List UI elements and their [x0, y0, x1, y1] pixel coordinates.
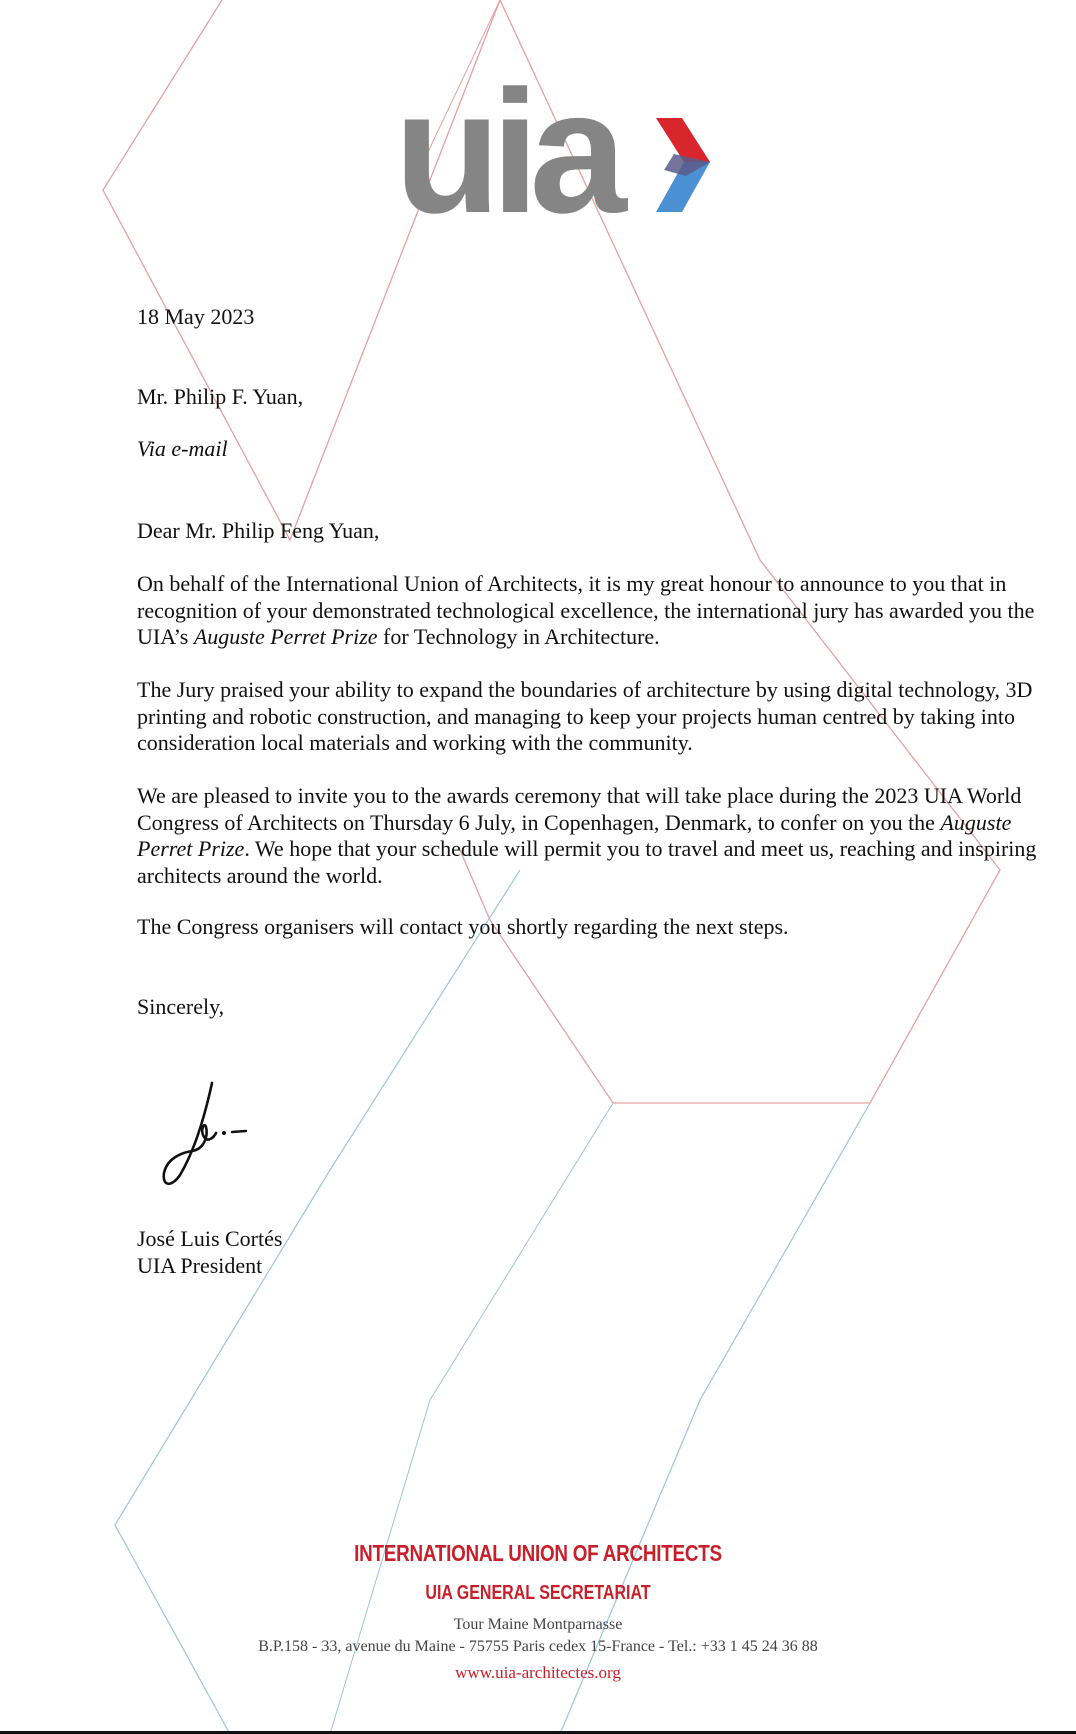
- signer-name: José Luis Cortés: [137, 1226, 283, 1251]
- recipient-name: Mr. Philip F. Yuan,: [137, 384, 304, 409]
- prize-name: Auguste Perret Prize: [193, 624, 378, 649]
- footer-address: B.P.158 - 33, avenue du Maine - 75755 Paris cedex 15-France - Tel.: +33 1 45 24 36 88: [258, 1638, 818, 1655]
- footer-organization: INTERNATIONAL UNION OF ARCHITECTS: [354, 1540, 722, 1566]
- paragraph-jury: The Jury praised your ability to expand the boundaries of architecture by using digital technology, 3D printing and robotic construction, and managing to keep your projects human centred by taking into consideration local materials and working with the community.: [137, 677, 1033, 755]
- closing: Sincerely,: [137, 994, 225, 1019]
- salutation: Dear Mr. Philip Feng Yuan,: [137, 518, 380, 543]
- uia-logo: [394, 70, 714, 220]
- paragraph-invitation: We are pleased to invite you to the awards ceremony that will take place during the 2023 UIA World Congress of Architects on Thursday 6 July, in Copenhagen, Denmark, to confer on you the Auguste Perret Prize. We hope that your schedule will permit you to travel and meet us, reaching and inspiring architects around the world.: [137, 783, 1037, 888]
- handwritten-signature: [150, 1075, 260, 1195]
- red-chevron-icon: [656, 118, 710, 162]
- paragraph-award: On behalf of the International Union of Architects, it is my great honour to announce to you that in recognition of your demonstrated technological excellence, the international jury has awarded you the UIA’s Auguste Perret Prize for Technology in Architecture.: [137, 571, 1035, 649]
- footer-building: Tour Maine Montparnasse: [453, 1616, 623, 1633]
- signer-title: UIA President: [137, 1253, 263, 1278]
- uia-wordmark: uia: [394, 70, 617, 220]
- footer-website-link[interactable]: www.uia-architectes.org: [455, 1663, 621, 1682]
- delivery-method: Via e-mail: [137, 436, 228, 461]
- prize-name: Auguste Perret Prize: [137, 809, 1012, 861]
- paragraph-next-steps: The Congress organisers will contact you shortly regarding the next steps.: [137, 914, 789, 939]
- footer-secretariat: UIA GENERAL SECRETARIAT: [425, 1582, 651, 1604]
- letter-date: 18 May 2023: [137, 304, 255, 329]
